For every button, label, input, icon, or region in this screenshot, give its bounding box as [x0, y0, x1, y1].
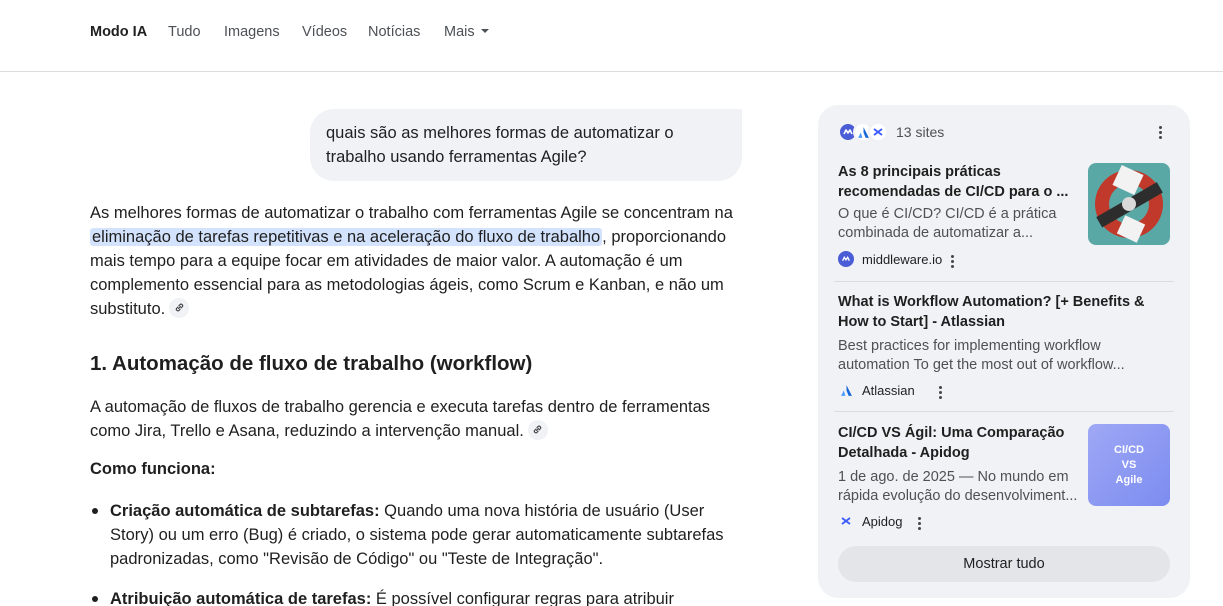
source-title[interactable]: CI/CD VS Ágil: Uma Comparação Detalhada - Apidog: [838, 425, 1065, 461]
source-title[interactable]: What is Workflow Automation? [+ Benefits & How to Start] - Atlassian: [838, 294, 1145, 330]
bullet-dot: [92, 596, 98, 602]
tab-imagens[interactable]: Imagens: [224, 24, 280, 40]
source-snippet: 1 de ago. de 2025 — No mundo em rápida evolução do desenvolviment...: [838, 469, 1078, 504]
bullet-bold: Criação automática de subtarefas:: [110, 502, 380, 520]
tab-tudo[interactable]: Tudo: [168, 24, 201, 40]
source-site-name: middleware.io: [862, 251, 943, 267]
source-site[interactable]: [838, 513, 902, 529]
source-site-name: Atlassian: [862, 382, 915, 398]
thumb-text: VS: [1121, 458, 1137, 471]
answer-intro-text-end: , proporcionando mais tempo para a equipe focar em atividades de maior valor. A automação é um complemento essencial para as metodologias ágeis, como Scrum e Kanban, e não um substituto.: [90, 228, 726, 318]
sites-count: 13 sites: [896, 124, 945, 140]
source-site-name: Apidog: [862, 513, 903, 529]
divider: [834, 281, 1174, 282]
answer-highlight[interactable]: eliminação de tarefas repetitivas e na aceleração do fluxo de trabalho: [92, 228, 601, 246]
section-title: 1. Automação de fluxo de trabalho (workflow): [90, 352, 533, 375]
apidog-logo-icon: [838, 513, 854, 529]
answer-intro-text: As melhores formas de automatizar o trabalho com ferramentas Agile se concentram na: [90, 204, 733, 222]
source-title[interactable]: As 8 principais práticas recomendadas de CI/CD para o ...: [838, 164, 1069, 200]
more-vert-icon[interactable]: [944, 253, 960, 269]
apidog-logo-icon: [868, 122, 888, 142]
bullet-bold: Atribuição automática de tarefas:: [110, 590, 372, 606]
thumb-text: Agile: [1115, 473, 1143, 486]
how-it-works-label: Como funciona:: [90, 460, 216, 478]
bullet-dot: [92, 508, 98, 514]
bullet-text: É possível configurar regras para atribuir: [371, 590, 674, 606]
answer-intro: [90, 201, 738, 321]
tab-noticias[interactable]: Notícias: [368, 24, 421, 40]
source-thumbnail[interactable]: [1088, 163, 1170, 245]
show-all-button[interactable]: Mostrar tudo: [838, 546, 1170, 582]
source-card[interactable]: [834, 424, 1174, 534]
more-vert-icon[interactable]: [1152, 124, 1168, 140]
more-vert-icon[interactable]: [932, 384, 948, 400]
tab-mais-label: Mais: [444, 24, 475, 40]
thumb-text: CI/CD: [1114, 443, 1144, 456]
source-card[interactable]: [834, 163, 1174, 273]
bullet-text: Quando uma nova história de usuário (User Story) ou um erro (Bug) é criado, o sistema pode gerar automaticamente subtarefas padronizadas, como "Revisão de Código" ou "Teste de Integração".: [110, 502, 724, 568]
chevron-down-icon: [481, 29, 489, 33]
link-icon[interactable]: [169, 298, 189, 318]
bullet-item: [110, 587, 740, 606]
link-icon[interactable]: [528, 420, 548, 440]
source-site[interactable]: [838, 251, 942, 267]
tab-mais[interactable]: [444, 24, 489, 40]
source-snippet: Best practices for implementing workflow automation To get the most out of workflow...: [838, 338, 1125, 373]
divider: [834, 411, 1174, 412]
tab-videos[interactable]: Vídeos: [302, 24, 348, 40]
section-text: A automação de fluxos de trabalho gerencia e executa tarefas dentro de ferramentas como Jira, Trello e Asana, reduzindo a intervenção manual.: [90, 398, 711, 440]
sources-panel: [818, 105, 1190, 598]
user-query-bubble: quais são as melhores formas de automatizar o trabalho usando ferramentas Agile?: [310, 109, 742, 181]
sites-summary[interactable]: [838, 121, 944, 143]
top-nav: [0, 0, 1223, 72]
atlassian-logo-icon: [838, 382, 854, 398]
source-thumbnail[interactable]: [1088, 424, 1170, 506]
middleware-logo-icon: [838, 251, 854, 267]
source-snippet: O que é CI/CD? CI/CD é a prática combinada de automatizar a...: [838, 206, 1057, 241]
section-paragraph: [90, 395, 738, 443]
bullet-item: [110, 499, 740, 571]
source-site[interactable]: [838, 382, 915, 398]
more-vert-icon[interactable]: [911, 515, 927, 531]
source-card[interactable]: [834, 293, 1174, 403]
tab-modo-ia[interactable]: Modo IA: [90, 24, 148, 40]
